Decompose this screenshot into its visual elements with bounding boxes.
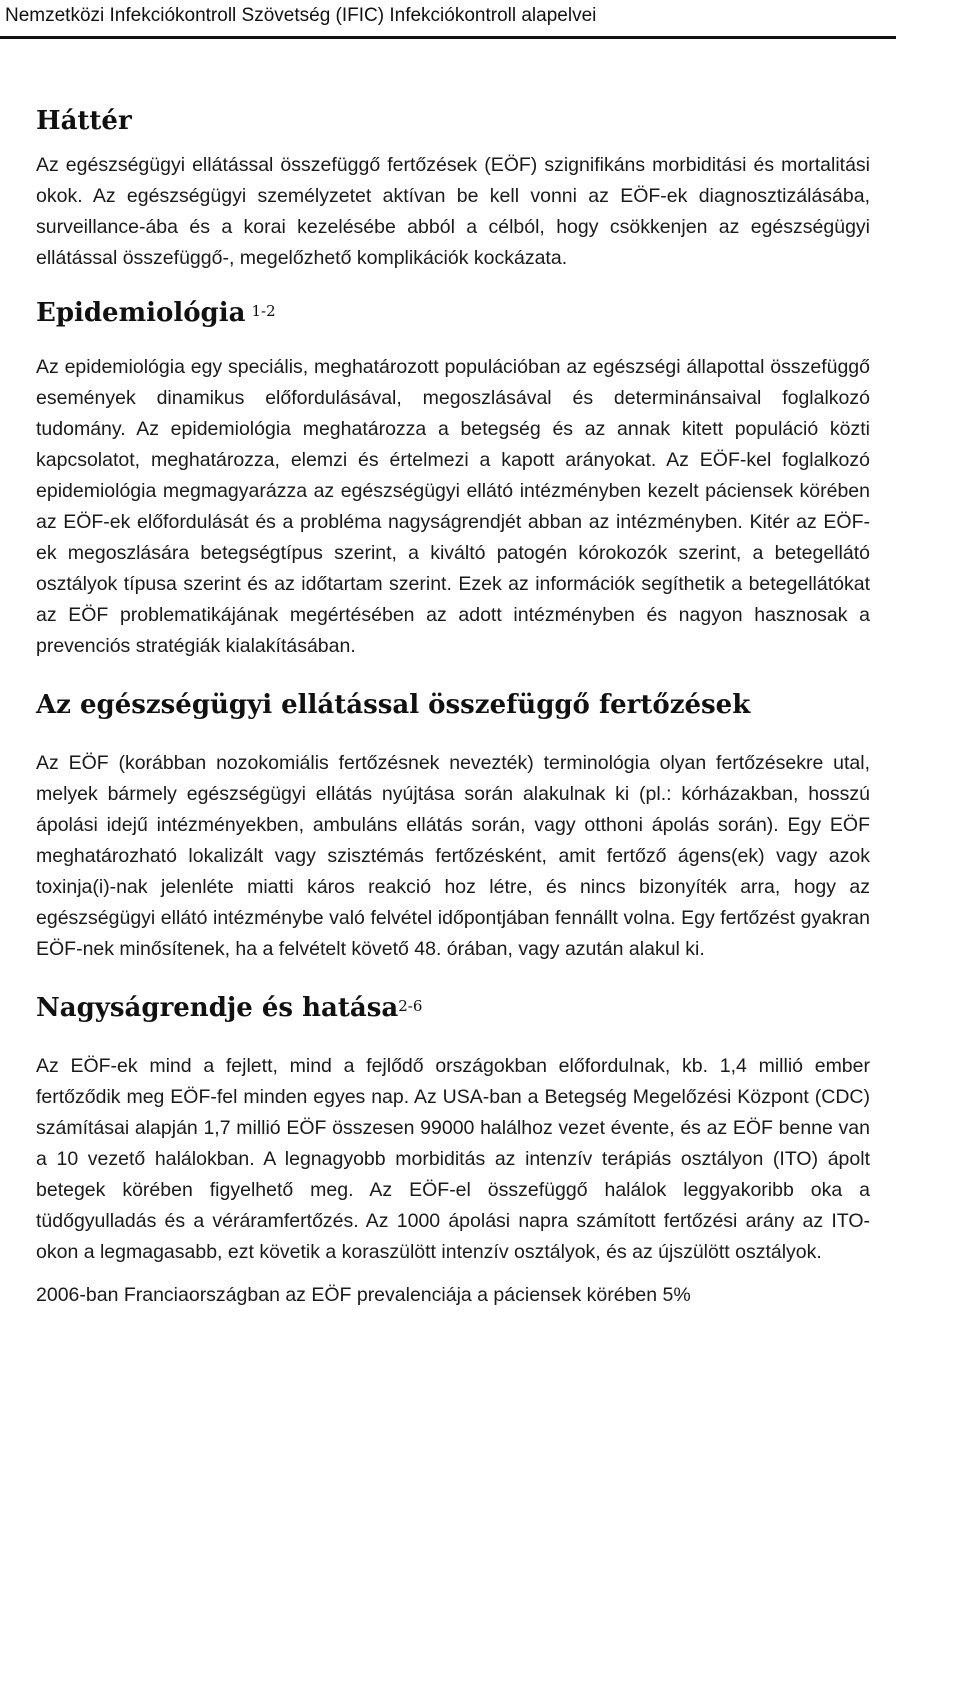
document-body [36, 104, 870, 1311]
page-header [0, 0, 960, 40]
section-epidemiologia [36, 296, 870, 662]
document-title: Nemzetközi Infekciókontroll Szövetség (IFIC) Infekciókontroll alapelvei [5, 5, 597, 26]
paragraph: Az EÖF (korábban nozokomiális fertőzésnek nevezték) terminológia olyan fertőzésekre utal, melyek bármely egészségügyi ellátás nyújtása során alakulnak ki (pl.: kórházakban, hosszú ápolási idejű intézményekben, ambuláns ellátás során, vagy otthoni ápolás során). Egy EÖF meghatározható lokalizált vagy szisztémás fertőzésként, amit fertőző ágens(ek) vagy azok toxinja(i)-nak jelenléte miatti káros reakció hoz létre, és nincs bizonyíték arra, hogy az egészségügyi ellátó intézménybe való felvétel időpontjában fennállt volna. Egy fertőzést gyakran EÖF-nek minősítenek, ha a felvételt követő 48. órában, vagy azután alakul ki. [36, 752, 870, 960]
reference-superscript: 1-2 [251, 302, 276, 320]
reference-superscript: 2-6 [398, 997, 423, 1015]
paragraph: Az epidemiológia egy speciális, meghatározott populációban az egészségi állapottal összefüggő események dinamikus előfordulásával, megoszlásával és determinánsaival foglalkozó tudomány. Az epidemiológia meghatározza a betegség és az annak kitett populáció közti kapcsolatot, meghatározza, elemzi és értelmezi a kapott arányokat. Az EÖF-kel foglalkozó epidemiológia megmagyarázza az egészségügyi ellátó intézményben kezelt páciensek körében az EÖF-ek előfordulását és a probléma nagyságrendjét abban az intézményben. Kitér az EÖF-ek megoszlására betegségtípus szerint, a kiváltó patogén kórokozók szerint, a betegellátó osztályok típusa szerint és az időtartam szerint. Ezek az információk segíthetik a betegellátókat az EÖF problematikájának megértésében az adott intézményben és nagyon hasznosak a prevenciós stratégiák kialakításában. [36, 356, 870, 657]
section-eof [36, 688, 870, 965]
section-heading: Háttér [36, 106, 132, 136]
section-heading: Nagyságrendje és hatása$^{2-6}$ [36, 993, 423, 1023]
paragraph: 2006-ban Franciaországban az EÖF prevalenciája a páciensek körében 5% [36, 1284, 691, 1306]
paragraph: Az egészségügyi ellátással összefüggő fertőzések (EÖF) szignifikáns morbiditási és mortalitási okok. Az egészségügyi személyzetet aktívan be kell vonni az EÖF-ek diagnosztizálásába, surveillance-ába és a korai kezelésébe abból a célból, hogy csökkenjen az egészségügyi ellátással összefüggő-, megelőzhető komplikációk kockázata. [36, 154, 870, 269]
header-divider [0, 36, 896, 39]
section-heading: Az egészségügyi ellátással összefüggő fertőzések [36, 690, 751, 720]
paragraph: Az EÖF-ek mind a fejlett, mind a fejlődő országokban előfordulnak, kb. 1,4 millió ember fertőződik meg EÖF-fel minden egyes nap. Az USA-ban a Betegség Megelőzési Központ (CDC) számításai alapján 1,7 millió EÖF összesen 99000 halálhoz vezet évente, és az EÖF benne van a 10 vezető halálokban. A legnagyobb morbiditás az intenzív terápiás osztályon (ITO) ápolt betegek körében figyelhető meg. Az EÖF-el összefüggő halálok leggyakoribb oka a tüdőgyulladás és a véráramfertőzés. Az 1000 ápolási napra számított fertőzési arány az ITO-okon a legmagasabb, ezt követik a koraszülött intenzív osztályok, és az újszülött osztályok. [36, 1055, 870, 1263]
section-hatter [36, 104, 870, 274]
section-nagysagrend [36, 991, 870, 1311]
section-heading: Epidemiológia $^{1-2}$ [36, 298, 276, 328]
